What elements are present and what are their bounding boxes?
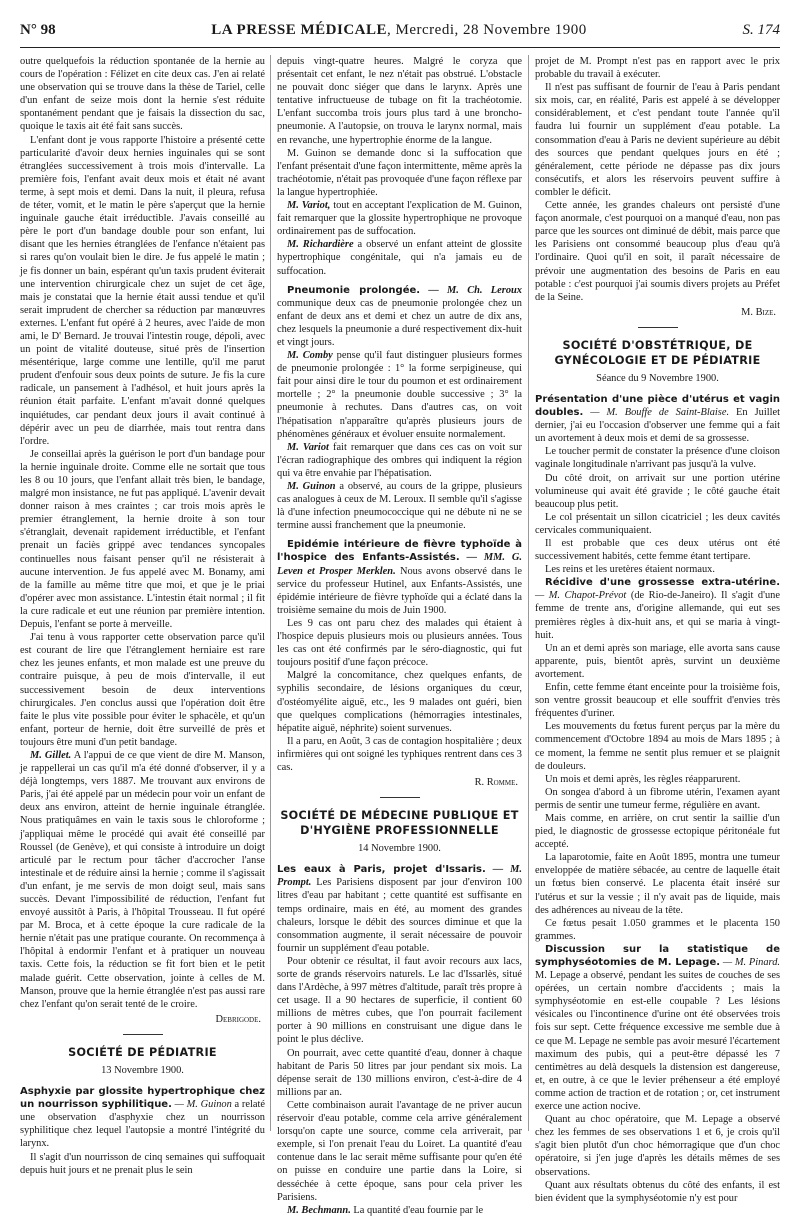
paragraph-text: pense qu'il faut distinguer plusieurs formes de pneumonie prolongée : 1° la forme serpigineuse, qui fait pour ainsi dire le tour du poumon et est ordinairement mortelle ; 2° la pneumonie double successive ; 3° la pneumonie à rechutes. Dans d'autres cas, on voit l'hépatisation n'apparaître qu'après plusieurs jours de phénomènes généraux et évoluer ensuite normalement. (277, 350, 522, 440)
page-folio: S. 174 (742, 21, 780, 38)
paragraph: La laparotomie, faite en Août 1895, montra une tumeur enveloppée de matière sébacée, au centre de laquelle était un fœtus bien conservé. Le placenta était inséré sur l'utérus et sur la vessie ; il n'y avait pas de liquide, mais des adhérences au niveau de la tête. (535, 852, 780, 916)
paragraph-text: A l'appui de ce que vient de dire M. Manson, je rappellerai un cas qu'il m'a été donné d'observer, il y a déjà longtemps, vers 1887. Me trouvant aux environs de Paris, j'ai été appelé par un médecin pour voir un enfant de deux ans environ, atteint de hernie inguinale étranglée. Nous pratiquâmes en vain le taxis sous le chloroforme ; j'appliquai même le procédé qui avait été conseillé par Roussel (de Genève), et qui consiste à introduire un doigt articulé par le rectum pour tâcher d'accrocher l'anse intestinale et de réduire ainsi la hernie ; comme il s'agissait d'un enfant, je me servis de mon doigt seul, mais sans succès. Devant l'impossibilité de réduction, l'enfant fut envoyé aussitôt à Paris, à l'hôpital Trousseau. Il fut opéré par M. Broca, et à cette époque la cure radicale de la hernie n'était pas une pratique courante. On recommença à l'hôpital à endormir l'enfant et à pratiquer un nouveau taxis. Cette fois, la réduction se fit fort bien et le petit malade guérit. Cette observation, jointe à celles de M. Manson, prouve que la hernie étranglée n'est pas aussi rare chez l'enfant qu'on serait tenté de le croire. (20, 749, 265, 1010)
speaker-name: — M. Pinard. (720, 957, 780, 968)
paragraph: Un an et demi après son mariage, elle avorta sans cause apparente, puis, bientôt après, survint un deuxième avortement. (535, 642, 780, 680)
communication-title: Pneumonie prolongée. (287, 284, 421, 296)
paragraph: Quant aux résultats obtenus du côté des enfants, il est bien évident que la symphyséotomie n'y est pour (535, 1179, 780, 1204)
paragraph-text: communique deux cas de pneumonie prolongée chez un enfant de deux ans et demi et chez un autre de dix ans, chez lesquels la pneumonie a duré respectivement dix-huit et vingt jours. (277, 297, 522, 348)
communication-title: Les eaux à Paris, projet d'Issaris. (277, 864, 486, 876)
paragraph (535, 393, 780, 445)
paragraph-text: Les Parisiens disposent par jour d'environ 100 litres d'eau par habitant ; cette quantité est suffisante en temps ordinaire, mais en été, au moment des grandes chaleurs, lorsque le débit des sources diminue et que la consommation augmente, il serait nécessaire de pouvoir fournir un supplément d'eau potable. (277, 877, 522, 954)
paragraph: Il a paru, en Août, 3 cas de contagion hospitalière ; deux infirmières qui ont soigné les typhiques rentrent dans ces 3 cas. (277, 735, 522, 773)
journal-name: LA PRESSE MÉDICALE (211, 21, 388, 38)
issue-number: N° 98 (20, 21, 56, 38)
paragraph: Les mouvements du fœtus furent perçus par la mère du commencement d'Octobre 1894 au mois de Mars 1895 ; à ce moment, la femme ne sentit plus remuer et se plaignit de douleurs. (535, 721, 780, 772)
paragraph (20, 749, 265, 1011)
speaker-name: — MM. G. Leven et Prosper Merklen. (277, 552, 522, 577)
speaker-name: M. Variot (287, 441, 329, 453)
page-header (20, 18, 780, 42)
paragraph (277, 538, 522, 617)
paragraph-text: fait remarquer que dans ces cas on voit sur l'écran radiographique des ombres qui indiquent la région qui va être envahie par l'hépatisation. (277, 441, 522, 479)
speaker-name: M. Variot, (287, 200, 331, 212)
paragraph-text: (de Rio-de-Janeiro). Il s'agit d'une femme de trente ans, d'origine allemande, qui eut ses premières règles à dix-huit ans, et qui se maria à vingt-huit. (535, 590, 780, 641)
paragraph: Quant au choc opératoire, que M. Lepage a observé chez les femmes de ses observations 1 et 6, je crois qu'il s'agit bien plutôt d'un choc hémorragique que d'un choc opératoire, si j'en juge d'après les détails mêmes de ses observations. (535, 1114, 780, 1178)
paragraph: On songea d'abord à un fibrome utérin, l'examen ayant permis de sentir une tumeur ferme, régulière en avant. (535, 786, 780, 811)
paragraph: L'enfant dont je vous rapporte l'histoire a présenté cette particularité d'avoir deux hernies inguinales qui se sont étranglées successivement à trois mois d'intervalle. La première fois, l'enfant avait deux mois et était né avant terme, à sept mois et demi. Dans la nuit, il pleura, refusa de téter, vomit, et le matin le père s'aperçut que la hernie inguinale gauche était irréductible. J'avais conseillé au père le port d'un bandage double pour son enfant, lui disant que les hernies étranglées de l'enfance n'étaient pas si rares qu'on voulait bien le dire. Je fus appelé le matin ; je fis donner un bain, espérant qu'un taxis prudent éviterait une intervention chirurgicale chez un sujet de cet âge, mais je constatai que la hernie était aussi tendue et qu'il serait imprudent de chercher sa réduction par manœuvres externes. L'enfant fut opéré à 2 heures, avec l'aide de mon ami, le D' Bernard. Je trouvai l'intestin rouge, dépoli, avec un point de vitalité douteuse, situé près de l'insertion mésentérique, large comme une lentille, qu'il me parut prudent d'enfouir sous deux points de suture. Je fis la cure radicale, un pansement à l'adhésol, et huit jours après la réunion était parfaite. L'enfant m'avait donné quelques inquiétudes, car pendant deux jours il avait continué à dépérir avec un peu de diarrhée, mais tout rentra dans l'ordre. (20, 134, 265, 447)
speaker-name: — M. Prompt. (277, 864, 522, 889)
paragraph: Les 9 cas ont paru chez des malades qui étaient à l'hospice depuis plusieurs mois ou plusieurs années. Tous les cas ont été confirmés par le séro-diagnostic, qui fut toujours positif d'une façon précoce. (277, 617, 522, 669)
column-2 (277, 55, 523, 1216)
section-date: 13 Novembre 1900. (101, 1064, 184, 1076)
paragraph (277, 284, 522, 349)
paragraph: Mais comme, en arrière, on crut sentir la saillie d'un pied, le diagnostic de grossesse ectopique péritonéale fut accepté. (535, 812, 780, 851)
paragraph-text: La quantité d'eau fournie par le (350, 1204, 484, 1216)
section-divider (123, 1034, 163, 1035)
section-divider (380, 797, 420, 798)
section-date: 14 Novembre 1900. (358, 843, 441, 855)
paragraph: projet de M. Prompt n'est pas en rapport avec le prix probable du travail à exécuter. (535, 56, 780, 81)
paragraph: Un mois et demi après, les règles réapparurent. (545, 773, 741, 785)
speaker-name: M. Bechmann. (287, 1204, 351, 1216)
section-title: SOCIÉTÉ DE MÉDECINE PUBLIQUE ET D'HYGIÈNE PROFESSIONNELLE (280, 809, 519, 838)
paragraph: Les reins et les uretères étaient normaux. (545, 564, 715, 576)
paragraph (277, 349, 522, 441)
paragraph (535, 576, 780, 641)
paragraph-text: M. Lepage a observé, pendant les suites de couches de ses opérées, un certain nombre d'accidents ; mais la symphyséotomie en est-elle coupable ? Les lésions vésicales ou l'incontinence d'urine ont été observées trois fois sur sept. Cette fréquence excessive me semble due à ce que M. Lepage ne semble pas avoir mesuré l'écartement maximum des pubis, qui a peut-être dépassé les 7 centimètres au delà desquels la distension est dangereuse, et, en outre, à ce que le levier préhenseur a été employé comme action de traction et de rotation ; or, cet instrument exerce une action nocive. (535, 970, 780, 1113)
journal-title (211, 22, 587, 39)
paragraph (277, 238, 522, 277)
paragraph (20, 1085, 265, 1150)
paragraph: Enfin, cette femme étant enceinte pour la troisième fois, son ventre grossit beaucoup et elle souffrit d'envies très fréquentes d'uriner. (535, 682, 780, 720)
section-divider (638, 327, 678, 328)
speaker-name: — M. Bouffe de Saint-Blaise. (583, 407, 730, 419)
section-title: SOCIÉTÉ D'OBSTÉTRIQUE, DE GYNÉCOLOGIE ET DE PÉDIATRIE (554, 338, 761, 367)
speaker-name: — M. Chapot-Prévot (535, 590, 627, 602)
paragraph: M. Guinon se demande donc si la suffocation que l'enfant présentait d'une façon intermittente, même après la trachéotomie, n'était pas provoquée d'une façon réflexe par la langue hypertrophiée. (277, 147, 522, 198)
speaker-name: M. Gillet. (30, 749, 72, 761)
paragraph (277, 1204, 522, 1217)
speaker-name: M. Richardière (287, 239, 354, 251)
speaker-name: M. Comby (287, 350, 333, 362)
paragraph: Le toucher permit de constater la présence d'une cloison vaginale longitudinale n'arrivant pas jusqu'à la vulve. (535, 446, 780, 471)
paragraph: Il s'agit d'un nourrisson de cinq semaines qui suffoquait depuis huit jours et ne prenait plus le sein (20, 1151, 265, 1176)
paragraph-text: En Juillet dernier, j'ai eu l'occasion d'observer une femme qui a fait un avortement à deux mois et demi de sa grossesse. (535, 407, 780, 445)
header-rule (20, 47, 780, 48)
paragraph-text: a observé, au cours de la grippe, plusieurs cas analogues à ceux de M. Leroux. Il semble qu'il s'agisse là d'une infection pneumococcique qui ne débute ni ne se termine aussi franchement que la pneumonie. (277, 481, 522, 532)
paragraph-text: tout en acceptant l'explication de M. Guinon, fait remarquer que la glossite hypertrophique ne provoque ordinairement pas de suffocation. (277, 200, 522, 238)
column-1 (20, 55, 265, 1176)
speaker-name: — M. Ch. Leroux (420, 284, 522, 296)
paragraph: Je conseillai après la guérison le port d'un bandage pour la hernie inguinale droite. Comme elle ne sortait que tous les 8 ou 10 jours, que l'enfant allait très bien, le bandage, malgré mon insistance, ne fut pas appliqué. L'avenir devait donner raison à mes craintes ; car trois mois après le premier étranglement, la hernie droite à son tour s'étranglait, devenait rapidement irréductible, et l'enfant prenait un faciès grippé avec tendances syncopales continuelles nous faisant penser qu'il ne résisterait à aucune intervention. Je fus appelé avec M. Bonamy, ami de la famille au même titre que moi, et que je le priai d'opérer avec mon assistance. L'intestin était normal ; il fit la cure radicale et eut une réunion par première intention. Depuis, l'enfant se porte à merveille. (20, 448, 265, 631)
paragraph (277, 863, 522, 955)
paragraph: Ce fœtus pesait 1.050 grammes et le placenta 150 grammes. (535, 917, 780, 942)
author-signature: Debrigode. (215, 1013, 261, 1025)
communication-title: Epidémie intérieure de fièvre typhoïde à l'hospice des Enfants-Assistés. (277, 539, 522, 564)
paragraph-text: a relaté une observation d'asphyxie chez un nourrisson syphilitique chez lequel l'autopsie a montré l'intégrité du larynx. (20, 1099, 265, 1150)
paragraph: On pourrait, avec cette quantité d'eau, donner à chaque habitant de Paris 50 litres par jour pendant six mois. La dépense serait de 130 millions environ, c'est-à-dire de 4 millions par an. (277, 1047, 522, 1098)
paragraph: Du côté droit, on arrivait sur une portion utérine volumineuse qui avait été gravide ; le côté gauche était beaucoup plus petit. (535, 472, 780, 510)
paragraph: Il n'est pas suffisant de fournir de l'eau à Paris pendant six mois, car, en réalité, Paris est appelé à se développer considérablement, et c'est pendant toute l'année qu'il faudra lui fournir un supplément d'eau potable. La consommation d'eau à Paris ne devient supérieure au débit des sources que pendant quelques jours en été ; généralement, cette période ne dépasse pas dix jours consécutifs, et alors les réservoirs peuvent suffire à combler le déficit. (535, 82, 780, 198)
communication-title: Asphyxie par glossite hypertrophique chez un nourrisson syphilitique. (20, 1086, 265, 1111)
communication-title: Discussion sur la statistique de symphyséotomies de M. Lepage. (535, 943, 780, 968)
paragraph (535, 943, 780, 1113)
speaker-name: M. Guinon (287, 481, 336, 492)
paragraph (277, 480, 522, 532)
communication-title: Présentation d'une pièce d'utérus et vagin doubles. (535, 393, 780, 419)
author-signature: M. Bize. (741, 306, 776, 318)
column-divider (270, 55, 271, 1131)
column-3 (535, 55, 780, 1204)
section-date: Séance du 9 Novembre 1900. (596, 372, 719, 384)
paragraph: J'ai tenu à vous rapporter cette observation parce qu'il est courant de lire que l'étranglement herniaire est rare chez les jeunes enfants, et mon malade est une preuve du contraire puisque, à peu de mois d'intervalle, il eut successivement besoin de deux interventions chirurgicales. J'en conclus aussi que l'opération doit être faite le plus vite possible pour éviter le sphacèle, et qu'un enfant, porteur de hernie, doit être surveillé de près et toujours être muni d'un petit bandage. (20, 632, 265, 748)
paragraph (277, 441, 522, 480)
paragraph: Il est probable que ces deux utérus ont été successivement habités, cette femme étant tertipare. (535, 538, 780, 563)
paragraph: Cette année, les grandes chaleurs ont persisté d'une façon anormale, c'est pourquoi on a manqué d'eau, non pas parce que les sources ont diminué de débit, mais parce que les Parisiens ont consommé beaucoup plus d'eau qu'à l'ordinaire. Quoi qu'il en soit, il paraît nécessaire de prévoir une augmentation des besoins de Paris en eau potable : c'est pourquoi j'ai soumis divers projets au Préfet de la Seine. (535, 200, 780, 303)
section-title: SOCIÉTÉ DE PÉDIATRIE (68, 1045, 217, 1059)
communication-title: Récidive d'une grossesse extra-utérine. (545, 577, 780, 589)
paragraph: Cette combinaison aurait l'avantage de ne priver aucun réservoir d'eau potable, comme cela arrive généralement lorsqu'on capte une source, comme cela arriverait, par exemple, si l'on prenait l'eau du Loiret. La quantité d'eau contenue dans le lac serait même suffisante pour qu'en été on puisse en conduire une partie dans la Loire, si desséchée à cette époque, sans pour cela priver les Parisiens. (277, 1099, 522, 1203)
column-divider (528, 55, 529, 1131)
paragraph-text: Nous avons observé dans le service du professeur Hutinel, aux Enfants-Assistés, une épidémie intérieure de fièvre typhoïde qui a éclaté dans la troisième semaine du mois de Juin 1900. (277, 565, 523, 616)
paragraph: Le col présentait un sillon cicatriciel ; les deux cavités cervicales communiquaient. (535, 511, 780, 536)
paragraph: Malgré la concomitance, chez quelques enfants, de syphilis secondaire, de lésions organiques du cœur, d'ostéomyélite aiguë, etc., les 9 malades ont guéri, bien que quelques complications (hémorragies intestinales, hépatite aiguë, néphrite) soient survenues. (277, 670, 522, 734)
paragraph: depuis vingt-quatre heures. Malgré le coryza que présentait cet enfant, le nez n'était pas obstrué. L'obstacle ne pouvait donc siéger que dans le larynx. Après une tentative infructueuse de tubage on fit la trachéotomie. L'enfant succomba trois jours plus tard à une broncho-pneumonie. A l'autopsie, on trouva le larynx normal, mais en revanche, une hypertrophie énorme de la langue. (277, 56, 522, 146)
issue-date: , Mercredi, 28 Novembre 1900 (387, 21, 587, 38)
author-signature: R. Romme. (474, 777, 518, 789)
paragraph-text: a observé un enfant atteint de glossite hypertrophique congénitale, qui n'a jamais eu de suffocation. (277, 239, 522, 277)
speaker-name: — M. Guinon (171, 1099, 232, 1111)
paragraph: outre quelquefois la réduction spontanée de la hernie au cours de l'opération : Félizet en cite deux cas. J'en ai relaté une observation qui se trouve dans la thèse de Tariel, celle d'un enfant de seize mois dont la hernie s'est réduite spontanément pendant que je faisais la dissection du sac, quoique le taxis ait été fait sans succès. (20, 56, 265, 133)
paragraph: Pour obtenir ce résultat, il faut avoir recours aux lacs, sorte de grands réservoirs naturels. Le lac d'Issarlès, situé dans l'Ardèche, à 997 mètres d'altitude, paraît très propre à cet usage. Il a 90 hectares de superficie, il contient 60 millions de mètres cubes, que l'on pourrait facilement porter à 90 millions en construisant une digue dans le point le plus déclive. (277, 955, 522, 1046)
paragraph (277, 199, 522, 238)
